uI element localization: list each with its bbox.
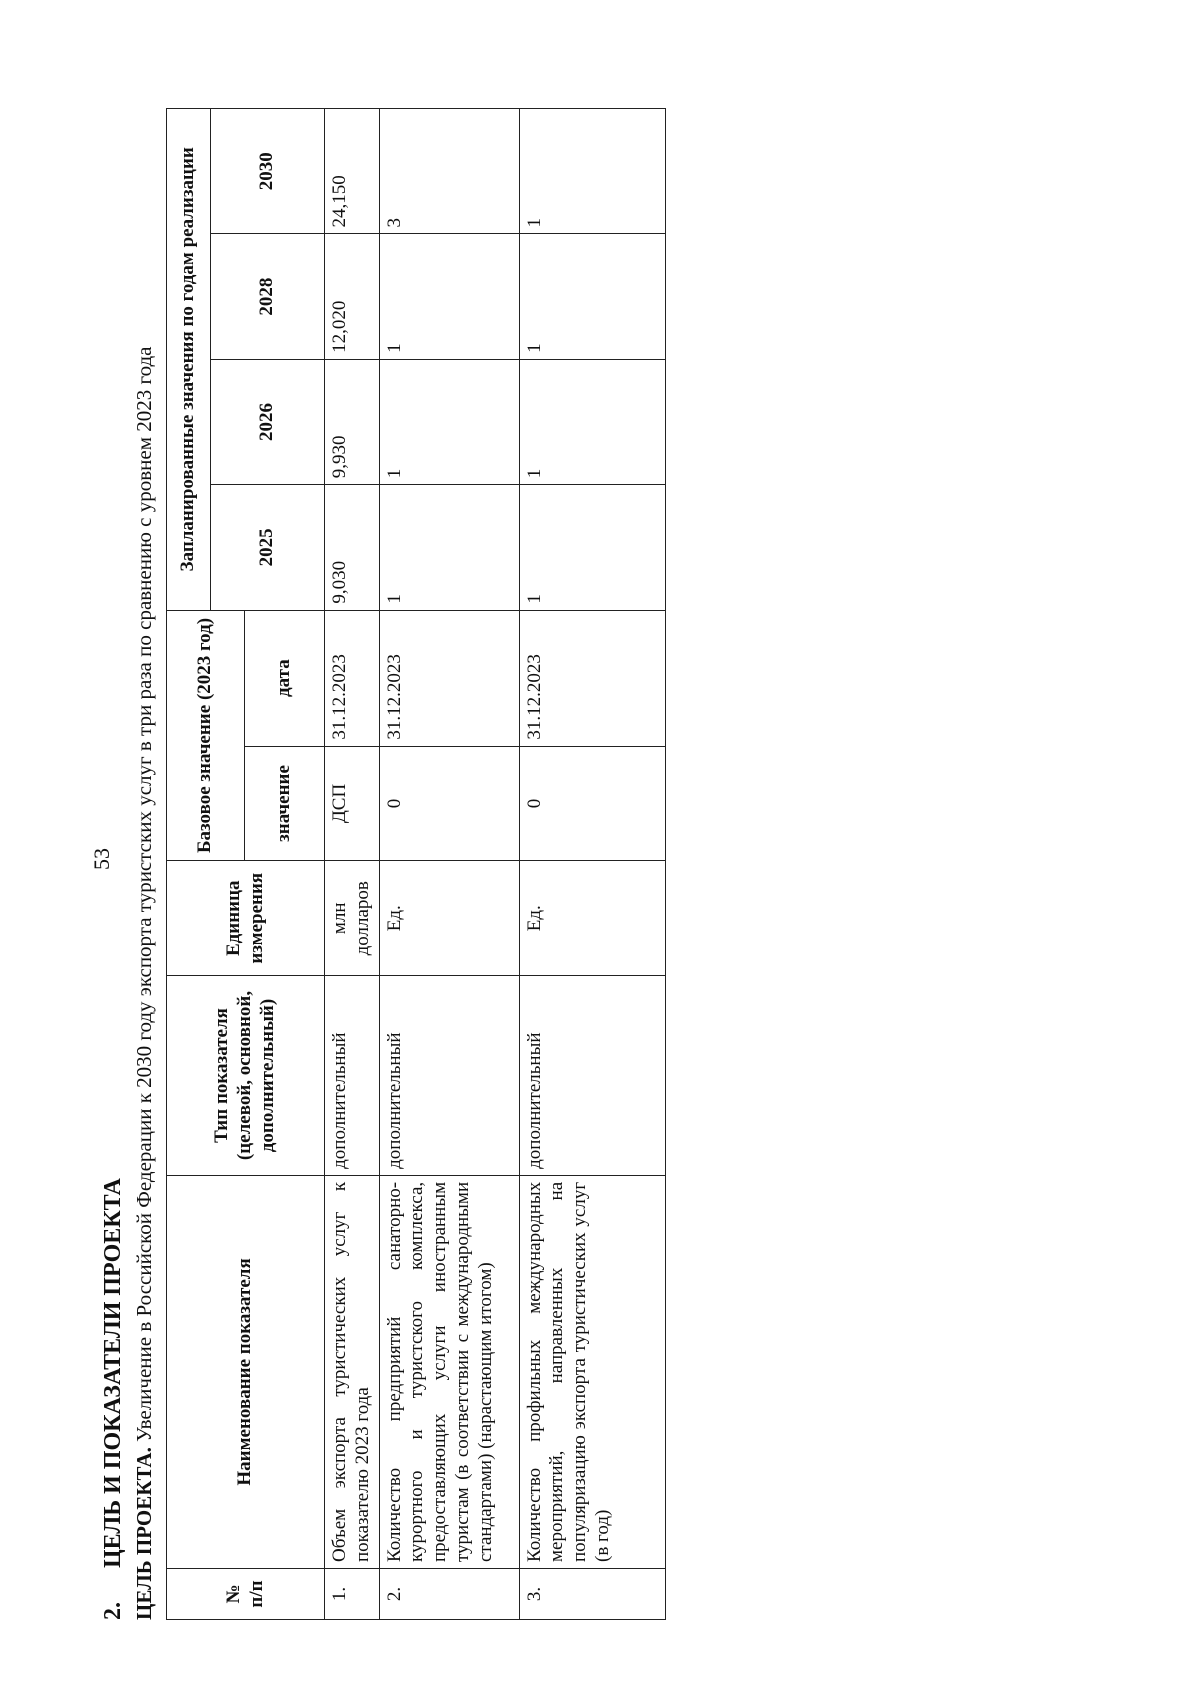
- row-unit: млн долларов: [325, 861, 380, 976]
- row-value-2028: 1: [519, 234, 665, 359]
- project-goal: [132, 347, 157, 1620]
- row-type: дополнительный: [519, 976, 665, 1176]
- row-value-2026: 1: [379, 359, 519, 484]
- header-num: № п/п: [167, 1569, 325, 1620]
- section-heading: [100, 1178, 127, 1620]
- row-unit: Ед.: [379, 861, 519, 976]
- row-value-2030: 24,150: [325, 109, 380, 234]
- table-row: [325, 109, 380, 1620]
- section-title: ЦЕЛЬ И ПОКАЗАТЕЛИ ПРОЕКТА: [100, 1178, 126, 1568]
- table-row: [379, 109, 519, 1620]
- header-type: Тип показателя (целевой, основной, дополнительный): [167, 976, 325, 1176]
- row-value-2025: 1: [519, 485, 665, 610]
- rotated-page-content: [100, 90, 660, 1620]
- row-base-date: 31.12.2023: [519, 610, 665, 746]
- header-base: Базовое значение (2023 год): [167, 610, 245, 861]
- page-number: 53: [89, 848, 114, 870]
- row-base-value: 0: [379, 746, 519, 861]
- row-value-2028: 1: [379, 234, 519, 359]
- row-value-2028: 12,020: [325, 234, 380, 359]
- header-planned: Запланированные значения по годам реализации: [167, 109, 211, 611]
- header-name: Наименование показателя: [167, 1175, 325, 1568]
- row-type: дополнительный: [325, 976, 380, 1176]
- table-row: [519, 109, 665, 1620]
- row-value-2030: 1: [519, 109, 665, 234]
- header-year-2030: 2030: [211, 109, 325, 234]
- section-number: 2.: [100, 1602, 126, 1620]
- goal-text: Увеличение в Российской Федерации к 2030 году экспорта туристских услуг в три раза по сравнению с уровнем 2023 года: [132, 346, 156, 1442]
- goal-label: ЦЕЛЬ ПРОЕКТА.: [132, 1447, 156, 1620]
- row-base-value: ДСП: [325, 746, 380, 861]
- row-name: Количество профильных международных мероприятий, направленных на популяризацию экспорта туристических услуг (в год): [519, 1175, 665, 1568]
- row-value-2025: 9,030: [325, 485, 380, 610]
- row-value-2025: 1: [379, 485, 519, 610]
- header-year-2026: 2026: [211, 359, 325, 484]
- row-value-2026: 9,930: [325, 359, 380, 484]
- header-unit: Единица измерения: [167, 861, 325, 976]
- row-base-date: 31.12.2023: [325, 610, 380, 746]
- row-type: дополнительный: [379, 976, 519, 1176]
- header-year-2028: 2028: [211, 234, 325, 359]
- indicators-table: [166, 108, 666, 1620]
- row-base-date: 31.12.2023: [379, 610, 519, 746]
- row-num: 1.: [325, 1569, 380, 1620]
- row-name: Количество предприятий санаторно-курортного и туристского комплекса, предоставляющих услуги иностранным туристам (в соответствии с международными стандартами) (нарастающим итогом): [379, 1175, 519, 1568]
- header-base-date: дата: [245, 610, 325, 746]
- row-name: Объем экспорта туристических услуг к показателю 2023 года: [325, 1175, 380, 1568]
- row-num: 3.: [519, 1569, 665, 1620]
- header-year-2025: 2025: [211, 485, 325, 610]
- row-value-2026: 1: [519, 359, 665, 484]
- row-base-value: 0: [519, 746, 665, 861]
- header-base-value: значение: [245, 746, 325, 861]
- row-value-2030: 3: [379, 109, 519, 234]
- row-unit: Ед.: [519, 861, 665, 976]
- row-num: 2.: [379, 1569, 519, 1620]
